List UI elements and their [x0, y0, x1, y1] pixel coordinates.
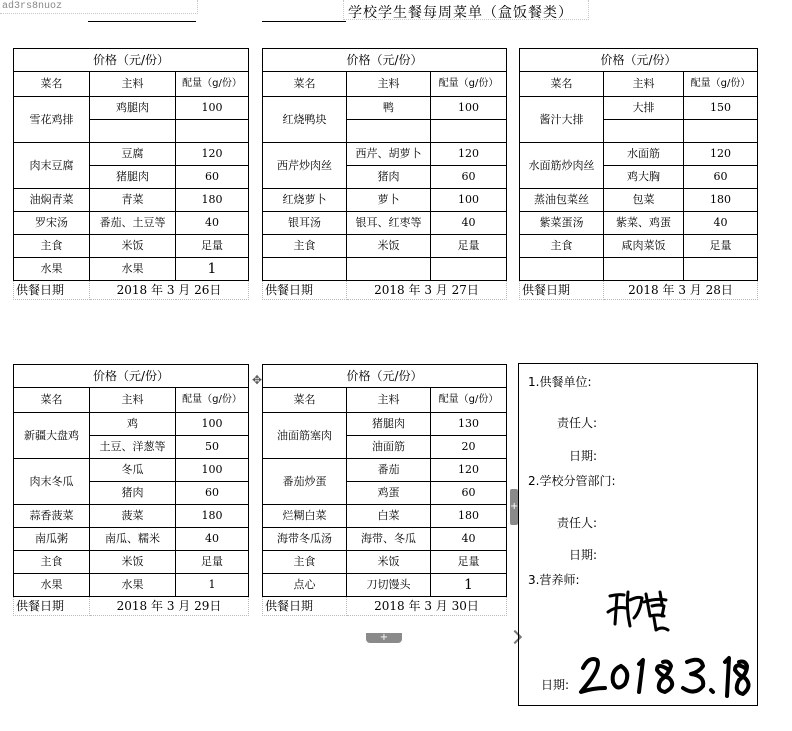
amount: 180: [684, 189, 758, 212]
amount: 120: [431, 143, 507, 166]
main-ingredient: 水面筋: [604, 143, 684, 166]
handwritten-date: [577, 648, 755, 704]
main-ingredient: 青菜: [90, 189, 176, 212]
amount: 足量: [684, 235, 758, 258]
dish-name: 点心: [263, 574, 347, 597]
menu-table-mar29: [13, 364, 249, 616]
serving-date: 2018 年 3 月 29日: [90, 597, 249, 616]
amount: 20: [431, 436, 507, 459]
amount: 180: [176, 189, 249, 212]
price-header: 价格（元/份）: [263, 49, 507, 72]
dish-name: 水面筋炒肉丝: [520, 143, 604, 189]
amount: 60: [684, 166, 758, 189]
price-header: 价格（元/份）: [14, 49, 249, 72]
main-ingredient: 米饭: [90, 551, 176, 574]
dish-name: 水果: [14, 574, 90, 597]
main-ingredient: 米饭: [347, 551, 431, 574]
menu-table-mar30: [262, 364, 507, 616]
main-ingredient: 猪腿肉: [347, 413, 431, 436]
dish-name: 蒜香菠菜: [14, 505, 90, 528]
main-ingredient: 水果: [90, 574, 176, 597]
amount: 120: [684, 143, 758, 166]
dish-name: 水果: [14, 258, 90, 281]
dish-name: 雪花鸡排: [14, 97, 90, 143]
amount: 40: [176, 528, 249, 551]
price-header: 价格（元/份）: [520, 49, 758, 72]
main-ingredient: 南瓜、糯米: [90, 528, 176, 551]
amount: 60: [176, 482, 249, 505]
col-amount: 配量（g/份）: [176, 72, 249, 97]
price-header: 价格（元/份）: [263, 365, 507, 388]
date-label: 供餐日期: [520, 281, 604, 300]
amount: 足量: [176, 551, 249, 574]
main-ingredient: 猪肉: [90, 482, 176, 505]
main-ingredient: 鸡: [90, 413, 176, 436]
dish-name: 主食: [14, 235, 90, 258]
amount: 120: [176, 143, 249, 166]
dish-name: 肉末冬瓜: [14, 459, 90, 505]
main-ingredient: 猪腿肉: [90, 166, 176, 189]
amount: [431, 120, 507, 143]
dish-name: 西芹炒肉丝: [263, 143, 347, 189]
date-label: 日期:: [569, 449, 598, 463]
main-ingredient: 冬瓜: [90, 459, 176, 482]
responsible-label: 责任人:: [557, 416, 598, 430]
table-move-handle-icon[interactable]: ✥: [251, 373, 263, 387]
dish-name: 烂糊白菜: [263, 505, 347, 528]
main-ingredient: 银耳、红枣等: [347, 212, 431, 235]
date-label: 供餐日期: [263, 281, 347, 300]
date-label: 供餐日期: [263, 597, 347, 616]
serving-date: 2018 年 3 月 30日: [347, 597, 507, 616]
dish-name: 红烧萝卜: [263, 189, 347, 212]
serving-date: 2018 年 3 月 27日: [347, 281, 507, 300]
main-ingredient: 猪肉: [347, 166, 431, 189]
main-ingredient: 米饭: [90, 235, 176, 258]
school-dept-label: 2.学校分管部门:: [528, 474, 616, 488]
document-id: ad3rs8nuoz: [0, 0, 198, 14]
main-ingredient: 鸭: [347, 97, 431, 120]
main-ingredient: [347, 120, 431, 143]
main-ingredient: 大排: [604, 97, 684, 120]
dish-name: 银耳汤: [263, 212, 347, 235]
col-amount: 配量（g/份）: [431, 72, 507, 97]
dish-name: 紫菜蛋汤: [520, 212, 604, 235]
supplier-label: 1.供餐单位:: [528, 375, 592, 389]
title-underline: [88, 21, 196, 22]
main-ingredient: 紫菜、鸡蛋: [604, 212, 684, 235]
main-ingredient: 菠菜: [90, 505, 176, 528]
amount: 100: [431, 189, 507, 212]
dish-name: 油焖青菜: [14, 189, 90, 212]
amount: 足量: [431, 551, 507, 574]
main-ingredient: 西芹、胡萝卜: [347, 143, 431, 166]
amount: 1: [176, 258, 249, 281]
col-amount: 配量（g/份）: [176, 388, 249, 413]
handwritten-signature: [604, 586, 684, 634]
dish-name: 主食: [14, 551, 90, 574]
insert-column-button[interactable]: +: [510, 489, 518, 525]
amount: 1: [176, 574, 249, 597]
date-label: 日期:: [541, 678, 570, 692]
main-ingredient: 土豆、洋葱等: [90, 436, 176, 459]
dish-name: 主食: [263, 551, 347, 574]
main-ingredient: 咸肉菜饭: [604, 235, 684, 258]
col-main: 主料: [347, 388, 431, 413]
amount: [176, 120, 249, 143]
title-underline: [262, 21, 346, 22]
col-main: 主料: [347, 72, 431, 97]
dish-name: 红烧鸭块: [263, 97, 347, 143]
menu-table-mar26: [13, 48, 249, 300]
main-ingredient: 萝卜: [347, 189, 431, 212]
amount: [431, 258, 507, 281]
amount: 100: [176, 459, 249, 482]
col-dish: 菜名: [520, 72, 604, 97]
date-label: 供餐日期: [14, 281, 90, 300]
amount: 60: [176, 166, 249, 189]
main-ingredient: 番茄: [347, 459, 431, 482]
main-ingredient: 包菜: [604, 189, 684, 212]
col-main: 主料: [604, 72, 684, 97]
main-ingredient: 鸡蛋: [347, 482, 431, 505]
menu-table-mar28: [519, 48, 758, 300]
col-main: 主料: [90, 388, 176, 413]
col-dish: 菜名: [14, 388, 90, 413]
dish-name: 主食: [520, 235, 604, 258]
amount: 40: [431, 528, 507, 551]
amount: [684, 258, 758, 281]
amount: 1: [431, 574, 507, 597]
amount: 40: [431, 212, 507, 235]
date-label: 供餐日期: [14, 597, 90, 616]
amount: 150: [684, 97, 758, 120]
signature-panel: [518, 363, 758, 706]
main-ingredient: 米饭: [347, 235, 431, 258]
dish-name: [263, 258, 347, 281]
main-ingredient: 白菜: [347, 505, 431, 528]
dish-name: 酱汁大排: [520, 97, 604, 143]
date-label: 日期:: [569, 548, 598, 562]
col-main: 主料: [90, 72, 176, 97]
amount: 120: [431, 459, 507, 482]
amount: 100: [176, 413, 249, 436]
main-ingredient: [347, 258, 431, 281]
dish-name: 蒸油包菜丝: [520, 189, 604, 212]
col-amount: 配量（g/份）: [431, 388, 507, 413]
nutritionist-label: 3.营养师:: [528, 573, 580, 587]
amount: 40: [684, 212, 758, 235]
page-title: 学校学生餐每周菜单（盒饭餐类）: [348, 5, 573, 21]
dish-name: [520, 258, 604, 281]
main-ingredient: [604, 258, 684, 281]
menu-table-mar27: [262, 48, 507, 300]
col-dish: 菜名: [263, 388, 347, 413]
main-ingredient: [90, 120, 176, 143]
main-ingredient: 油面筋: [347, 436, 431, 459]
amount: 130: [431, 413, 507, 436]
amount: 60: [431, 166, 507, 189]
main-ingredient: 水果: [90, 258, 176, 281]
price-header: 价格（元/份）: [14, 365, 249, 388]
main-ingredient: 鸡腿肉: [90, 97, 176, 120]
dish-name: 主食: [263, 235, 347, 258]
amount: 50: [176, 436, 249, 459]
dish-name: 油面筋塞肉: [263, 413, 347, 459]
amount: 180: [176, 505, 249, 528]
main-ingredient: 番茄、土豆等: [90, 212, 176, 235]
main-ingredient: 海带、冬瓜: [347, 528, 431, 551]
serving-date: 2018 年 3 月 28日: [604, 281, 758, 300]
responsible-label: 责任人:: [557, 516, 598, 530]
main-ingredient: 豆腐: [90, 143, 176, 166]
amount: 100: [176, 97, 249, 120]
amount: 足量: [431, 235, 507, 258]
main-ingredient: 鸡大胸: [604, 166, 684, 189]
dish-name: 南瓜粥: [14, 528, 90, 551]
amount: 180: [431, 505, 507, 528]
col-dish: 菜名: [263, 72, 347, 97]
dish-name: 肉末豆腐: [14, 143, 90, 189]
dish-name: 新疆大盘鸡: [14, 413, 90, 459]
dish-name: 番茄炒蛋: [263, 459, 347, 505]
amount: [684, 120, 758, 143]
main-ingredient: 刀切馒头: [347, 574, 431, 597]
amount: 40: [176, 212, 249, 235]
dish-name: 海带冬瓜汤: [263, 528, 347, 551]
main-ingredient: [604, 120, 684, 143]
amount: 60: [431, 482, 507, 505]
amount: 足量: [176, 235, 249, 258]
col-dish: 菜名: [14, 72, 90, 97]
dish-name: 罗宋汤: [14, 212, 90, 235]
amount: 100: [431, 97, 507, 120]
serving-date: 2018 年 3 月 26日: [90, 281, 249, 300]
col-amount: 配量（g/份）: [684, 72, 758, 97]
insert-row-button[interactable]: +: [366, 633, 402, 643]
